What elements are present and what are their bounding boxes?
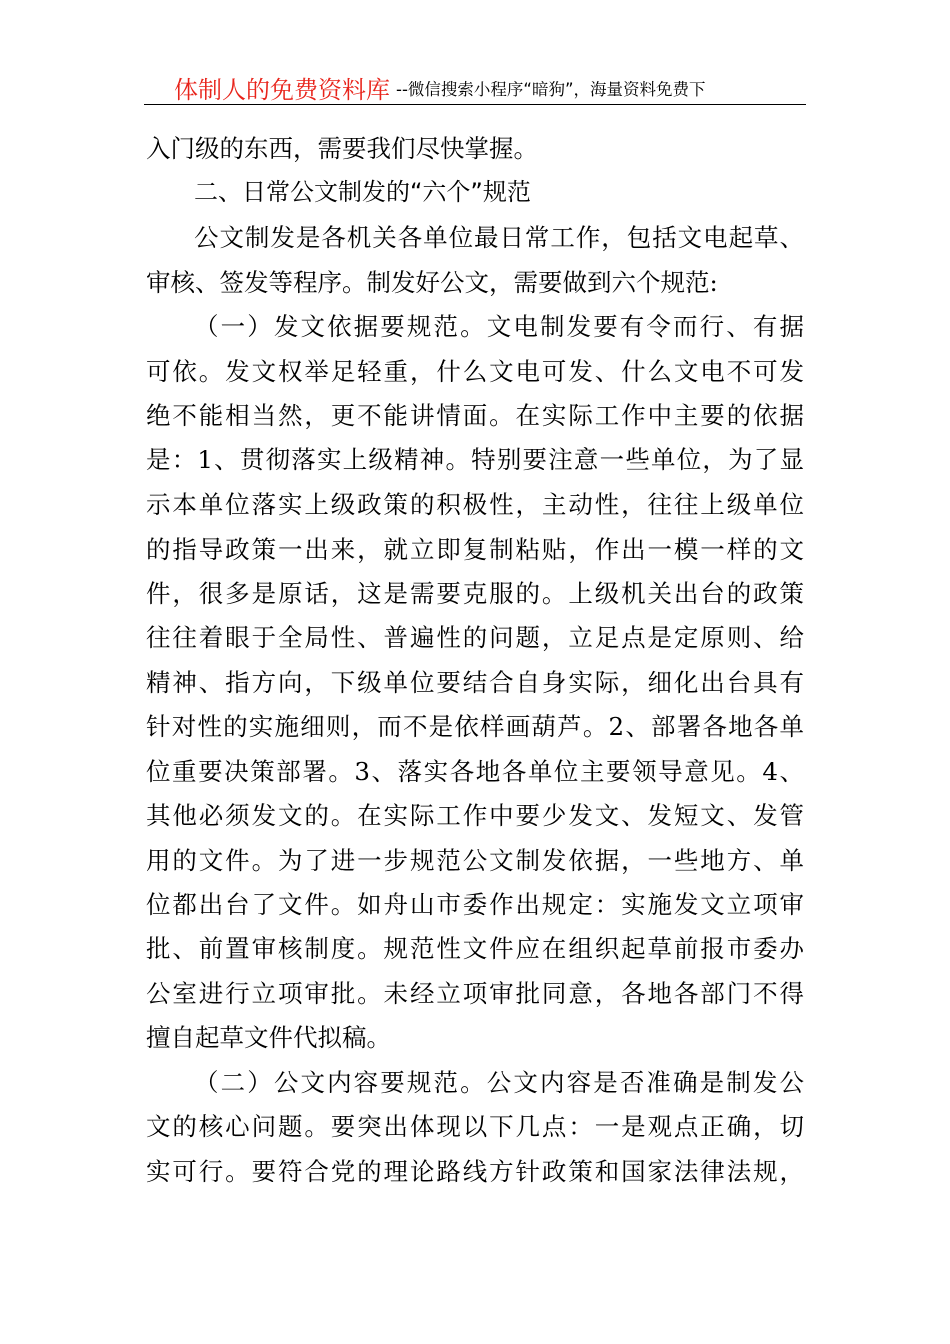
body-line: 是：1、贯彻落实上级精神。特别要注意一些单位，为了显 (146, 445, 804, 474)
paragraph-first-line: 公文制发是各机关各单位最日常工作，包括文电起草、 (194, 223, 804, 252)
body-line: 用的文件。为了进一步规范公文制发依据，一些地方、单 (146, 846, 804, 875)
body-line: 示本单位落实上级政策的积极性，主动性，往往上级单位 (146, 490, 804, 519)
body-line: 精神、指方向，下级单位要结合自身实际，细化出台具有 (146, 668, 804, 697)
body-line: 文的核心问题。要突出体现以下几点：一是观点正确，切 (146, 1112, 804, 1141)
body-line: 擅自起草文件代拟稿。 (146, 1023, 391, 1052)
body-line: 绝不能相当然，更不能讲情面。在实际工作中主要的依据 (146, 401, 804, 430)
body-line: 件，很多是原话，这是需要克服的。上级机关出台的政策 (146, 579, 804, 608)
body-line: 往往着眼于全局性、普遍性的问题，立足点是定原则、给 (146, 623, 804, 652)
body-line: 入门级的东西，需要我们尽快掌握。 (146, 134, 538, 163)
paragraph-first-line: （一）发文依据要规范。文电制发要有令而行、有据 (194, 312, 804, 341)
body-line: 针对性的实施细则，而不是依样画葫芦。2、部署各地各单 (146, 712, 804, 741)
body-line: 其他必须发文的。在实际工作中要少发文、发短文、发管 (146, 801, 804, 830)
body-line: 可依。发文权举足轻重，什么文电可发、什么文电不可发 (146, 357, 804, 386)
header-brand: 体制人的免费资料库 (174, 76, 390, 104)
body-line: 公室进行立项审批。未经立项审批同意，各地各部门不得 (146, 979, 804, 1008)
body-line: 批、前置审核制度。规范性文件应在组织起草前报市委办 (146, 934, 804, 963)
body-line: 实可行。要符合党的理论路线方针政策和国家法律法规， (146, 1157, 804, 1186)
section-heading: 二、日常公文制发的“六个”规范 (194, 178, 531, 206)
body-line: 的指导政策一出来，就立即复制粘贴，作出一模一样的文 (146, 535, 804, 564)
page-header (144, 66, 806, 105)
paragraph-first-line: （二）公文内容要规范。公文内容是否准确是制发公 (194, 1068, 804, 1097)
body-line: 位重要决策部署。3、落实各地各单位主要领导意见。4、 (146, 757, 804, 786)
header-note: --微信搜索小程序“暗狗”，海量资料免费下 (396, 80, 706, 99)
body-line: 位都出台了文件。如舟山市委作出规定：实施发文立项审 (146, 890, 804, 919)
body-line: 审核、签发等程序。制发好公文，需要做到六个规范: (146, 268, 718, 297)
